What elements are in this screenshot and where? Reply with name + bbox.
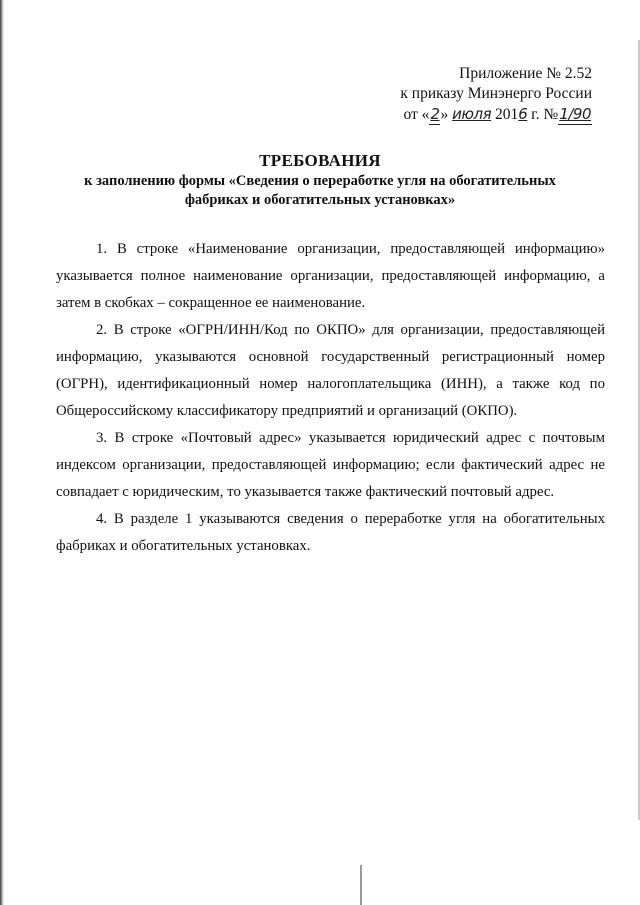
handwritten-day: 2 [430,105,440,123]
handwritten-month: июля [452,105,492,123]
appendix-number: Приложение № 2.52 [459,65,592,82]
document-title [40,150,600,210]
paragraph-2: 2. В строке «ОГРН/ИНН/Код по ОКПО» для организации, предоставляющей информацию, указываются основной государственный регистрационный номер (ОГРН), идентификационный номер налогоплательщика (ИНН), а также код по Общероссийскому классификатору предприятий и организаций (ОКПО). [56,322,605,419]
handwritten-order-number: 1/90 [559,105,591,123]
paragraph-1: 1. В строке «Наименование организации, предоставляющей информацию» указывается полное наименование организации, предоставляющей информацию, а затем в скобках – сокращенное ее наименование. [56,241,605,311]
title-subtitle-line1: к заполнению формы «Сведения о переработке угля на обогатительных [84,173,556,189]
date-open-quote: от « [403,106,430,123]
scan-edge-bottom [360,865,362,905]
paragraph-4: 4. В разделе 1 указываются сведения о переработке угля на обогатительных фабриках и обогатительных установках. [56,511,605,554]
scan-edge-left [0,0,4,905]
appendix-header [400,64,592,125]
title-heading: ТРЕБОВАНИЯ [259,151,381,170]
order-number-label: г. № [527,106,559,123]
appendix-order-ref: к приказу Минэнерго России [400,85,592,102]
appendix-date-line [400,104,592,125]
document-body [56,236,605,560]
year-prefix: 201 [494,106,519,123]
title-subtitle-line2: фабриках и обогатительных установках» [184,192,456,208]
handwritten-year-digit: 6 [518,105,528,123]
paragraph-3: 3. В строке «Почтовый адрес» указывается юридический адрес с почтовым индексом организации, предоставляющей информацию; если фактический адрес не совпадает с юридическим, то указывается также фактический почтовый адрес. [56,430,605,500]
date-close-quote: » [440,106,449,123]
